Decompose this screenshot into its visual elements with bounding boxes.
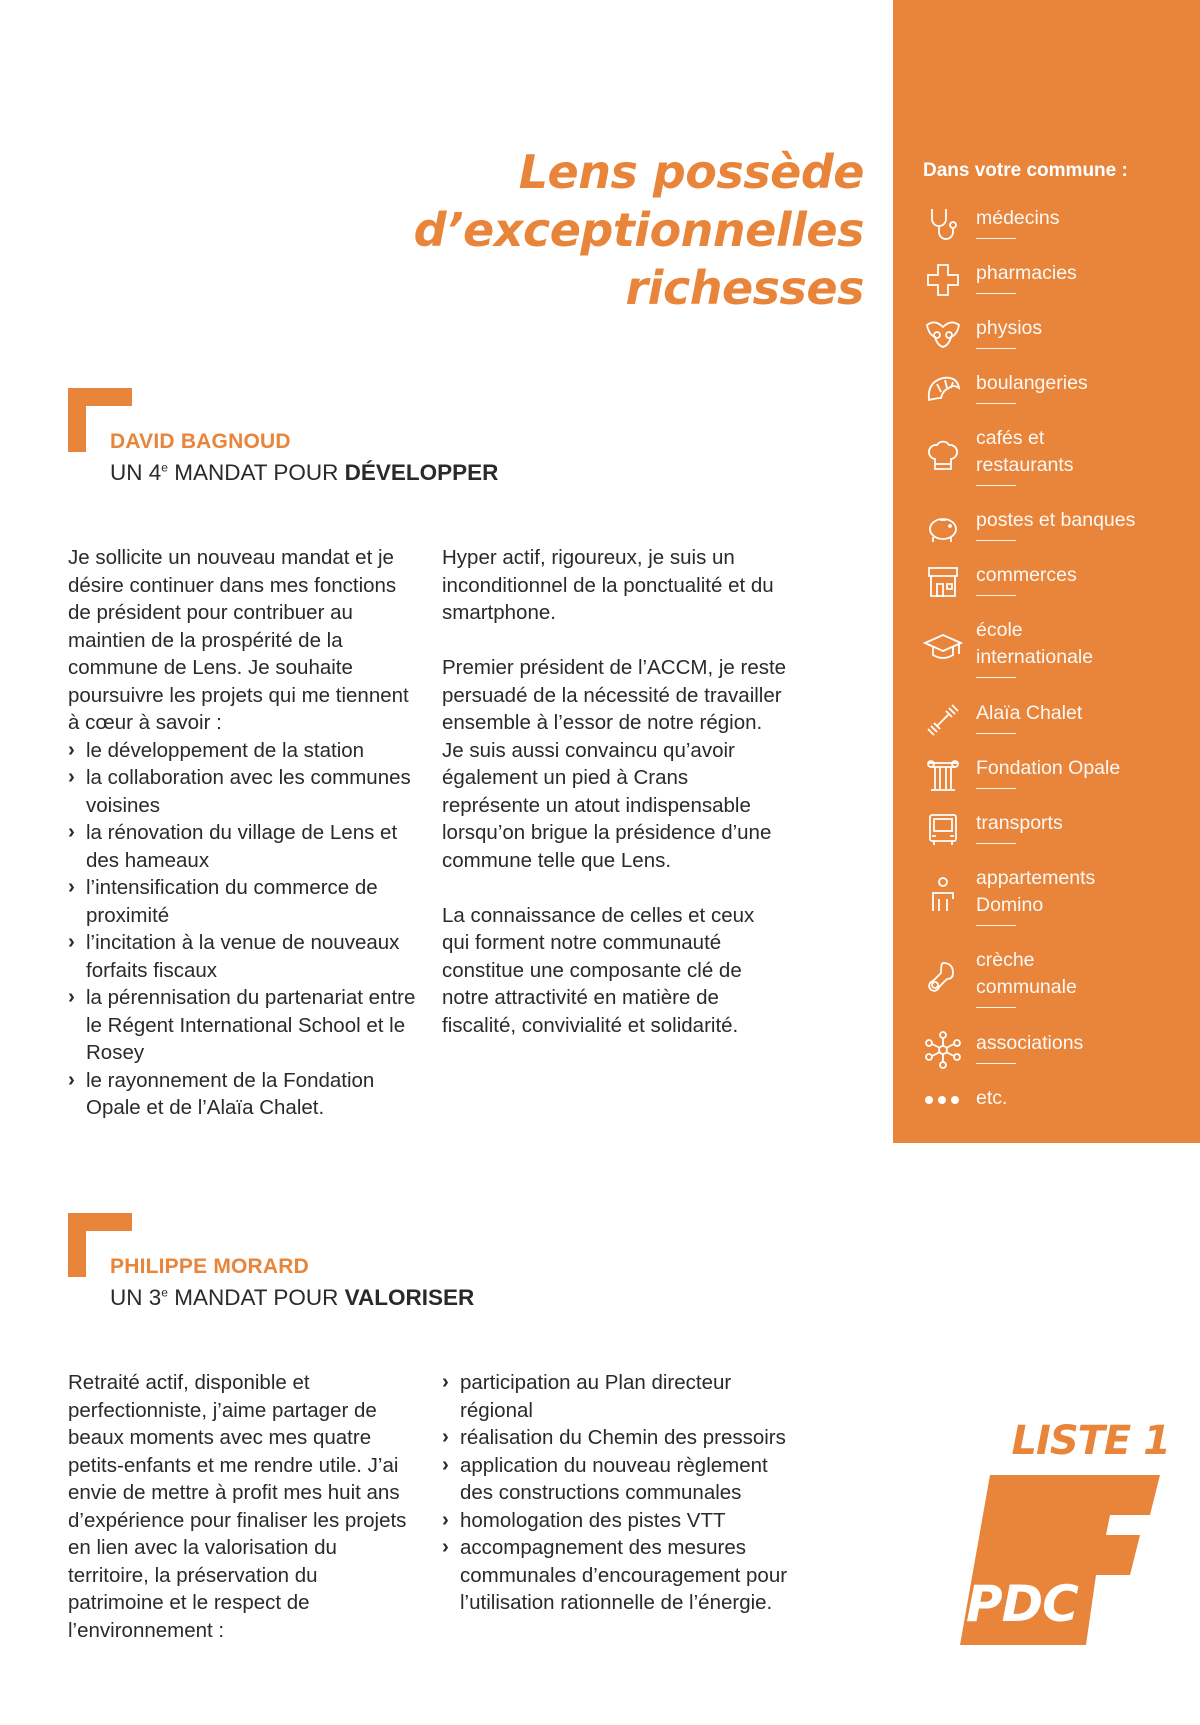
divider bbox=[976, 788, 1016, 789]
sidebar-item-label: commerces bbox=[976, 564, 1077, 586]
project-list bbox=[442, 1369, 802, 1617]
sidebar-item-label: communale bbox=[976, 976, 1077, 998]
list-item: › réalisation du Chemin des pressoirs bbox=[442, 1424, 802, 1452]
party-label: PDC bbox=[966, 1575, 1078, 1633]
divider bbox=[976, 1007, 1016, 1008]
sidebar-item-label: physios bbox=[976, 317, 1043, 339]
candidate-left-column bbox=[68, 544, 423, 1122]
pelvis-icon bbox=[923, 315, 963, 355]
list-item: › la collaboration avec les communes voisines bbox=[68, 764, 423, 819]
paragraph: La connaissance de celles et ceux qui forment notre communauté constitue une composante clé de notre attractivité en matière de fiscalité, convivialité et solidarité. bbox=[442, 903, 755, 1037]
candidate-right-column bbox=[442, 1369, 802, 1617]
divider bbox=[976, 843, 1016, 844]
list-item: › l’incitation à la venue de nouveaux forfaits fiscaux bbox=[68, 929, 423, 984]
sidebar-heading: Dans votre commune : bbox=[923, 160, 1128, 181]
sidebar-item-label: etc. bbox=[976, 1087, 1008, 1109]
title-line: richesses bbox=[625, 261, 864, 315]
sidebar-item-label: crèche bbox=[976, 949, 1035, 971]
divider bbox=[976, 595, 1016, 596]
sidebar-item-label: Alaïa Chalet bbox=[976, 702, 1083, 724]
paragraph: Premier président de l’ACCM, je reste persuadé de la nécessité de travailler ensemble à l’essor de notre région. Je suis aussi convaincu qu’avoir également un pied à Crans représente un atout indispensable lorsqu’on brigue la présidence d’une commune telle que Lens. bbox=[442, 656, 787, 872]
sidebar-item-label: pharmacies bbox=[976, 262, 1077, 284]
sidebar-item-label: boulangeries bbox=[976, 372, 1088, 394]
candidate-mandate: UN 3e MANDAT POUR VALORISER bbox=[110, 1285, 475, 1310]
sidebar-item-label: postes et banques bbox=[976, 509, 1136, 531]
column-icon bbox=[923, 755, 963, 795]
network-icon bbox=[923, 1030, 963, 1070]
person-icon bbox=[923, 875, 963, 915]
divider bbox=[976, 1063, 1016, 1064]
list-item: › la pérennisation du partenariat entre le Régent International School et le Rosey bbox=[68, 984, 423, 1067]
shop-icon bbox=[923, 562, 963, 602]
dots-icon bbox=[923, 1085, 963, 1125]
sidebar bbox=[893, 0, 1200, 1143]
divider bbox=[976, 540, 1016, 541]
list-item: › la rénovation du village de Lens et des hameaux bbox=[68, 819, 423, 874]
candidate-name: PHILIPPE MORARD bbox=[110, 1255, 310, 1278]
chef-hat-icon bbox=[923, 437, 963, 477]
dumbbell-icon bbox=[923, 700, 963, 740]
sidebar-item-label: internationale bbox=[976, 646, 1094, 668]
candidate-mandate: UN 4e MANDAT POUR DÉVELOPPER bbox=[110, 460, 499, 485]
candidate-left-column bbox=[68, 1369, 418, 1644]
intro-paragraph: Je sollicite un nouveau mandat et je désire continuer dans mes fonctions de président pour contribuer au maintien de la prospérité de la commune de Lens. Je souhaite poursuivre les projets qui me tiennent à cœur à savoir : bbox=[68, 546, 409, 734]
sidebar-item-label: médecins bbox=[976, 207, 1060, 229]
sidebar-item-label: Fondation Opale bbox=[976, 757, 1121, 779]
intro-paragraph: Retraité actif, disponible et perfectionniste, j’aime partager de beaux moments avec mes quatre petits-enfants et me rendre utile. J’ai envie de mettre à profit mes huit ans d’expérience pour finaliser les projets en lien avec la valorisation du territoire, la préservation du patrimoine et le respect de l’environnement : bbox=[68, 1371, 407, 1642]
divider bbox=[976, 485, 1016, 486]
divider bbox=[976, 348, 1016, 349]
divider bbox=[976, 293, 1016, 294]
sidebar-item-label: appartements bbox=[976, 867, 1096, 889]
pacifier-icon bbox=[923, 957, 963, 997]
list-item: › accompagnement des mesures communales d’encouragement pour l’utilisation rationnelle de l’énergie. bbox=[442, 1534, 802, 1617]
divider bbox=[976, 238, 1016, 239]
stethoscope-icon bbox=[923, 205, 963, 245]
list-label: LISTE 1 bbox=[1011, 1418, 1170, 1464]
sidebar-item-label: associations bbox=[976, 1032, 1084, 1054]
pharmacy-cross-icon bbox=[923, 260, 963, 300]
croissant-icon bbox=[923, 370, 963, 410]
sidebar-item-label: école bbox=[976, 619, 1023, 641]
page-title bbox=[414, 143, 864, 317]
list-item: › l’intensification du commerce de proximité bbox=[68, 874, 423, 929]
list-item: › le développement de la station bbox=[68, 737, 423, 765]
sidebar-item-label: transports bbox=[976, 812, 1063, 834]
bus-icon bbox=[923, 810, 963, 850]
divider bbox=[976, 733, 1016, 734]
divider bbox=[976, 677, 1016, 678]
list-item: › homologation des pistes VTT bbox=[442, 1507, 802, 1535]
list-item: › le rayonnement de la Fondation Opale et de l’Alaïa Chalet. bbox=[68, 1067, 423, 1122]
list-item: › participation au Plan directeur régional bbox=[442, 1369, 802, 1424]
paragraph: Hyper actif, rigoureux, je suis un inconditionnel de la ponctualité et du smartphone. bbox=[442, 546, 774, 624]
title-line: d’exceptionnelles bbox=[413, 203, 864, 257]
candidate-right-column bbox=[442, 544, 787, 1067]
sidebar-item-label: restaurants bbox=[976, 454, 1074, 476]
project-list bbox=[68, 737, 423, 1122]
list-item: › application du nouveau règlement des constructions communales bbox=[442, 1452, 802, 1507]
candidate-name: DAVID BAGNOUD bbox=[110, 430, 291, 453]
sidebar-item-label: cafés et bbox=[976, 427, 1045, 449]
piggy-bank-icon bbox=[923, 507, 963, 547]
divider bbox=[976, 403, 1016, 404]
sidebar-item-label: Domino bbox=[976, 894, 1044, 916]
graduation-cap-icon bbox=[923, 627, 963, 667]
divider bbox=[976, 925, 1016, 926]
title-line: Lens possède bbox=[518, 145, 864, 199]
